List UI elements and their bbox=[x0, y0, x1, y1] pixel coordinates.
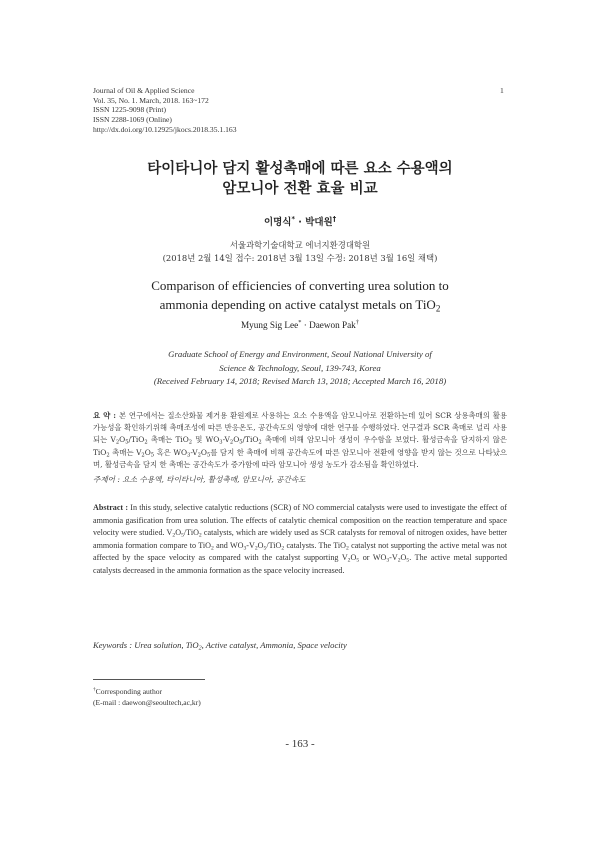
korean-abstract bbox=[93, 410, 507, 471]
author2-ko: 박대원 bbox=[305, 217, 333, 228]
abstract-en-sub: 2 bbox=[347, 557, 351, 564]
abstract-ko-sub: 5 bbox=[239, 439, 243, 446]
abstract-ko-text: 본 연구에서는 질소산화물 제거용 환원제로 사용하는 요소 수용액을 암모니아로 전환하는데 있어 SCR 상용촉매의 활용가능성을 확인하기위해 촉매조성에 따른 반응온도, 공간속도의 영향에 대한 연구를 수행하였다. 연구결과 SCR 촉매로 널리 사용되는 V bbox=[93, 411, 507, 445]
english-abstract bbox=[93, 502, 507, 578]
abstract-ko-sub: 2 bbox=[106, 451, 110, 458]
abstract-ko-text: 촉매는 V bbox=[109, 447, 142, 457]
abstract-ko-text: /TiO bbox=[242, 435, 259, 445]
author2-ko-mark: † bbox=[332, 214, 337, 223]
korean-title-line2: 암모니아 전환 효율 비교 bbox=[222, 181, 378, 197]
abstract-ko-text: O bbox=[144, 447, 151, 457]
abstract-en-sub: 2 bbox=[254, 545, 258, 552]
author1-ko-mark: * bbox=[291, 214, 295, 223]
abstract-ko-text: -V bbox=[222, 435, 230, 445]
english-affiliation bbox=[0, 348, 600, 389]
abstract-ko-text: 를 담지 한 촉매에 비해 공간속도에 따른 암모니아 전환에 영향을 받지 않는 것으로 나타났으며, 활성금속을 담지 한 촉매는 공간속도가 증가함에 따라 암모니아 생성 농도가 감소됨을 확인하였다. bbox=[93, 447, 507, 469]
journal-volume: Vol. 35, No. 1. March, 2018. 163~172 bbox=[93, 95, 209, 105]
author-separator-ko: · bbox=[294, 217, 306, 228]
corner-number: 1 bbox=[500, 86, 504, 95]
abstract-en-sub: 5 bbox=[356, 557, 360, 564]
journal-info bbox=[93, 86, 237, 135]
abstract-en-text: . The active metal supported catalysts decreased in the ammonia formation as the space velocity increased. bbox=[93, 553, 507, 575]
footnote-text: Corresponding author bbox=[95, 687, 163, 696]
abstract-ko-sub: 2 bbox=[188, 439, 193, 446]
abstract-en-sub: 3 bbox=[386, 557, 390, 564]
abstract-en-text: or WO bbox=[359, 553, 387, 563]
english-title-subscript: 2 bbox=[435, 303, 441, 314]
abstract-ko-sub: 3 bbox=[219, 439, 223, 446]
author1-ko: 이명식 bbox=[263, 217, 292, 228]
footnote-mark: † bbox=[93, 686, 96, 693]
english-keywords-text-rest: , Active catalyst, Ammonia, Space velocity bbox=[201, 640, 347, 650]
footnote-rule bbox=[93, 679, 205, 680]
abstract-en-text: O bbox=[175, 528, 182, 538]
korean-title-line1: 타이타니아 담지 활성촉매에 따른 요소 수용액의 bbox=[147, 161, 453, 177]
abstract-en-text: In this study, selective catalytic reductions (SCR) of NO commercial catalysts were used to investigate the effect of ammonia gasification from urea solution. The effects of catalytic chemical composition on the reaction temperature and space velocity were studied. V bbox=[93, 503, 507, 538]
abstract-ko-sub: 2 bbox=[258, 439, 262, 446]
abstract-ko-text: -V bbox=[190, 447, 198, 457]
abstract-ko-sub: 5 bbox=[125, 439, 129, 446]
abstract-en-text: -V bbox=[389, 553, 398, 563]
abstract-en-sub: 5 bbox=[181, 532, 184, 539]
english-abstract-label: Abstract : bbox=[93, 503, 131, 512]
abstract-en-sub: 2 bbox=[198, 532, 202, 539]
abstract-ko-sub: 5 bbox=[150, 451, 155, 458]
abstract-en-sub: 3 bbox=[243, 545, 247, 552]
page-number: - 163 - bbox=[285, 738, 315, 750]
abstract-ko-text: O bbox=[233, 435, 240, 445]
abstract-ko-sub: 3 bbox=[187, 451, 191, 458]
abstract-ko-sub: 2 bbox=[144, 439, 148, 446]
korean-dates: (2018년 2월 14일 접수: 2018년 3월 13일 수정: 2018년 3월 16일 채택) bbox=[162, 253, 438, 263]
journal-name: Journal of Oil & Applied Science bbox=[93, 86, 195, 95]
abstract-en-text: -V bbox=[246, 540, 255, 550]
english-affiliation-line1: Graduate School of Energy and Environment, Seoul National University of bbox=[168, 349, 432, 359]
author2-en: Daewon Pak bbox=[309, 320, 356, 330]
abstract-en-text: O bbox=[350, 553, 357, 563]
english-keywords bbox=[93, 640, 507, 650]
abstract-en-sub: 2 bbox=[281, 545, 285, 552]
abstract-ko-text: /TiO bbox=[128, 435, 145, 445]
english-keywords-text: Keywords : Urea solution, TiO bbox=[93, 640, 199, 650]
english-affiliation-line2: Science & Technology, Seoul, 139-743, Korea bbox=[219, 362, 381, 373]
abstract-ko-text: O bbox=[200, 447, 207, 457]
korean-abstract-label: 요 약 : bbox=[93, 411, 120, 420]
korean-keywords: 주제어 : 요소 수용액, 타이타니아, 활성촉매, 암모니아, 공간속도 bbox=[93, 475, 306, 484]
abstract-ko-text: 혹은 WO bbox=[154, 447, 188, 457]
abstract-en-text: /TiO bbox=[266, 540, 282, 550]
abstract-ko-sub: 2 bbox=[115, 439, 120, 446]
abstract-en-sub: 5 bbox=[263, 545, 267, 552]
abstract-en-sub: 2 bbox=[210, 545, 214, 552]
author1-en: Myung Sig Lee bbox=[241, 320, 299, 330]
footnote bbox=[93, 686, 201, 708]
english-keywords-sub: 2 bbox=[198, 645, 202, 652]
abstract-en-text: O bbox=[400, 553, 407, 563]
english-authors bbox=[0, 320, 600, 330]
korean-authors bbox=[0, 214, 600, 228]
abstract-en-sub: 2 bbox=[397, 557, 401, 564]
abstract-en-text: and WO bbox=[213, 540, 244, 550]
issn-online: ISSN 2288-1069 (Online) bbox=[93, 115, 172, 125]
korean-title bbox=[0, 159, 600, 199]
abstract-ko-text: O bbox=[119, 435, 126, 445]
abstract-en-text: /TiO bbox=[183, 528, 199, 538]
abstract-en-text: catalysts, which are widely used as SCR catalysts for removal of nitrogen oxides, have better ammonia formation compare to TiO bbox=[93, 528, 507, 550]
abstract-ko-sub: 5 bbox=[206, 451, 211, 458]
abstract-ko-sub: 2 bbox=[141, 451, 145, 458]
abstract-ko-sub: 2 bbox=[197, 451, 201, 458]
author1-en-mark: * bbox=[298, 318, 302, 326]
footnote-email: (E-mail : daewon@seoultech,ac,kr) bbox=[93, 698, 201, 707]
abstract-en-text: O bbox=[257, 540, 264, 550]
abstract-en-sub: 2 bbox=[346, 545, 349, 552]
abstract-en-text: catalysts. The TiO bbox=[284, 540, 346, 550]
abstract-ko-sub: 2 bbox=[229, 439, 234, 446]
korean-affiliation-line1: 서울과학기술대학교 에너지환경대학원 bbox=[229, 240, 371, 250]
abstract-en-sub: 2 bbox=[172, 532, 176, 539]
issn-print: ISSN 1225-9098 (Print) bbox=[93, 105, 166, 115]
author2-en-mark: † bbox=[355, 318, 359, 326]
abstract-ko-text: 촉매는 TiO bbox=[147, 435, 189, 445]
english-title-line2 bbox=[0, 295, 600, 314]
korean-affiliation bbox=[0, 239, 600, 265]
english-title-line1: Comparison of efficiencies of converting urea solution to bbox=[151, 278, 449, 293]
abstract-ko-text: 및 WO bbox=[192, 435, 220, 445]
abstract-en-text: catalyst not supporting the active metal was not affected by the space velocity as compared with the catalyst supporting V bbox=[93, 540, 507, 563]
author-separator-en: · bbox=[301, 320, 310, 330]
abstract-en-sub: 5 bbox=[406, 557, 410, 564]
doi-link[interactable]: http://dx.doi.org/10.12925/jkocs.2018.35.1.163 bbox=[93, 124, 237, 134]
english-dates: (Received February 14, 2018; Revised March 13, 2018; Accepted March 16, 2018) bbox=[153, 376, 447, 386]
english-title-line2-text: ammonia depending on active catalyst metals on TiO bbox=[159, 297, 436, 312]
abstract-ko-text: 촉매에 비해 암모니아 생성이 우수함을 보였다. 활성금속을 담지하지 않은 TiO bbox=[93, 435, 507, 457]
english-title bbox=[0, 276, 600, 314]
